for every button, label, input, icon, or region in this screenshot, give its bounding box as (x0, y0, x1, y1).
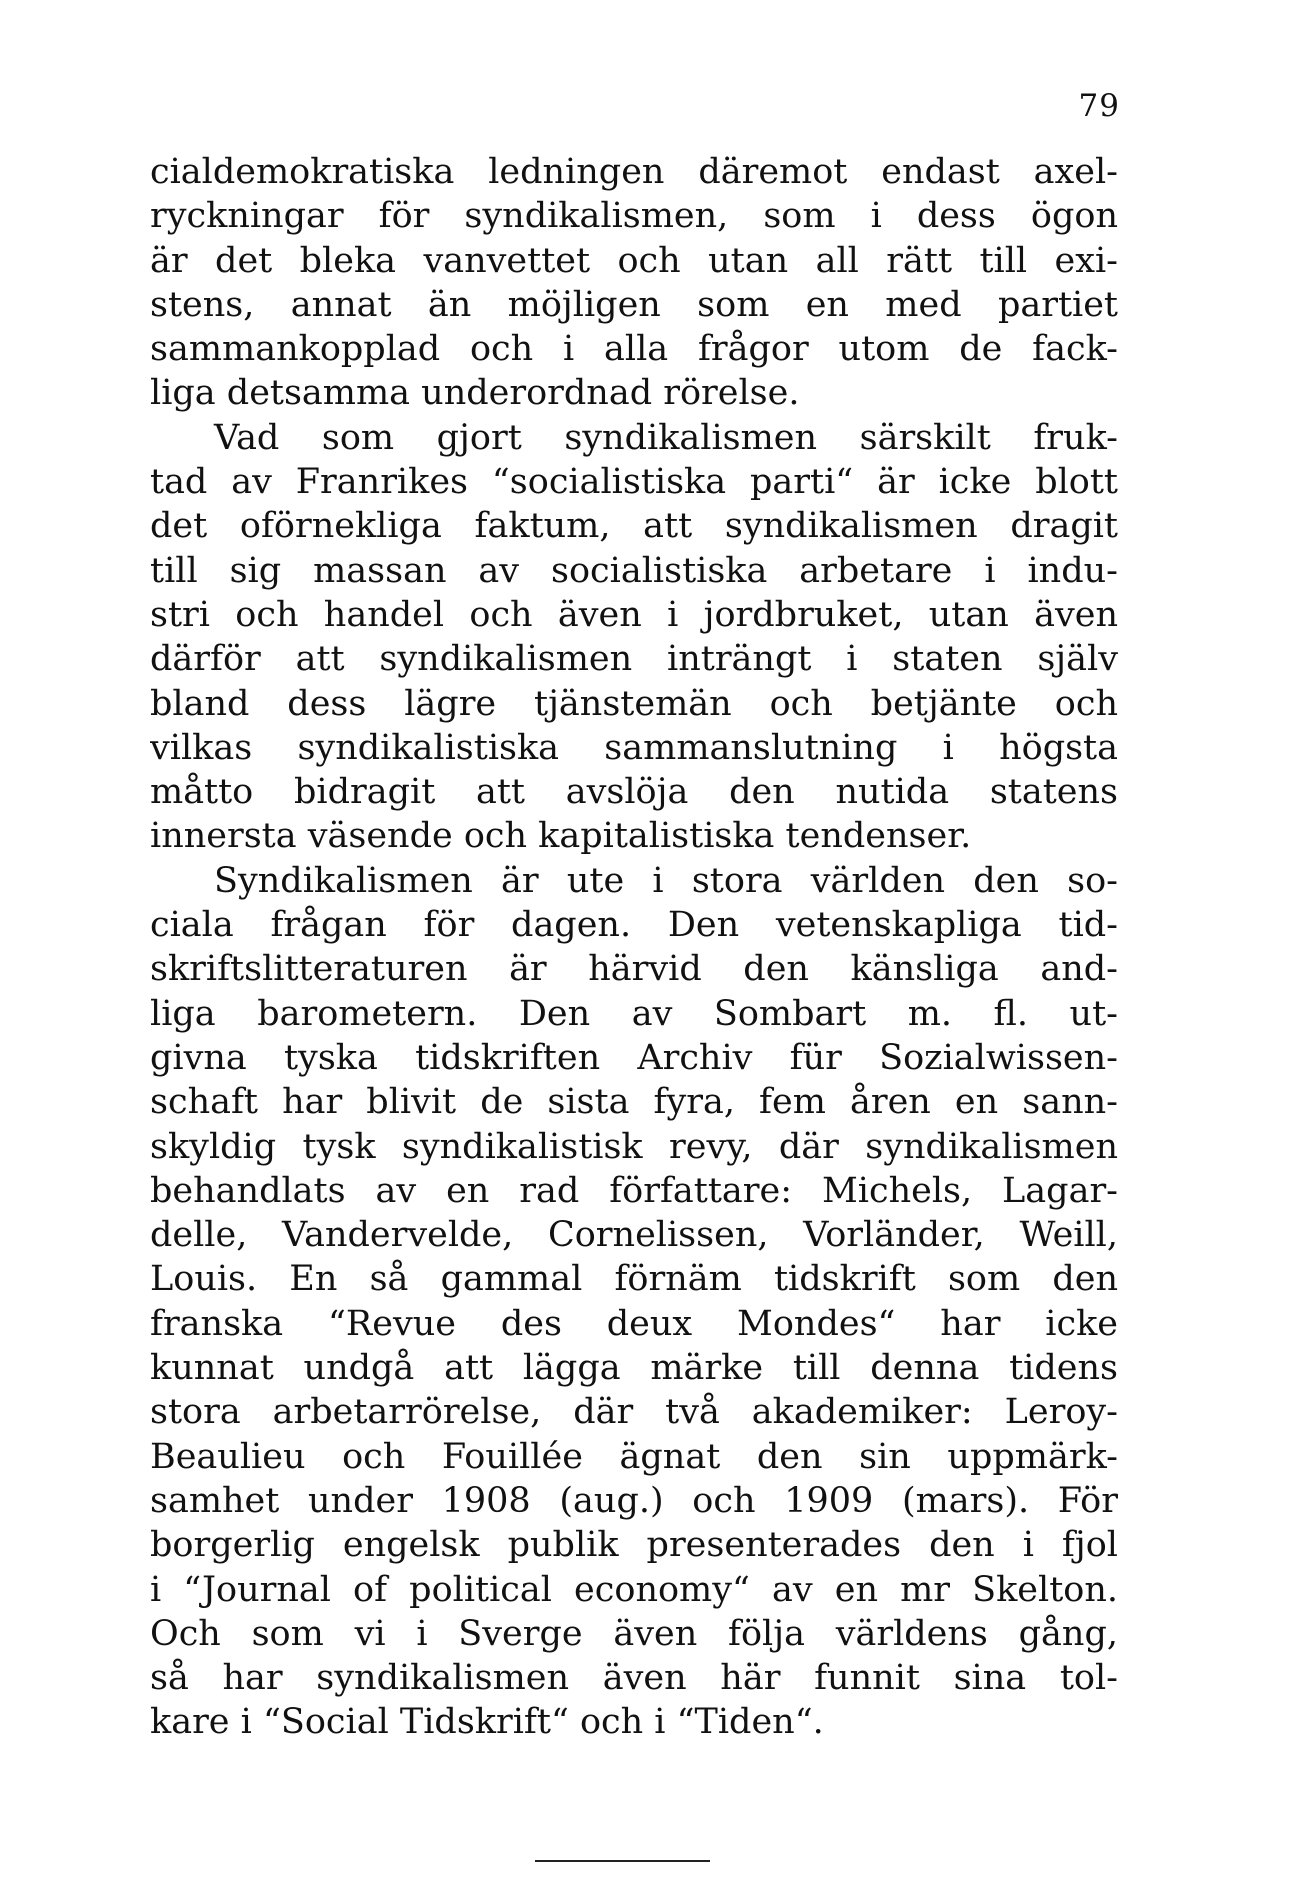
text-line: Beaulieu och Fouillée ägnat den sin uppmärk- (150, 1436, 1118, 1477)
text-line: tad av Franrikes “socialistiska parti“ är icke blott (150, 462, 1118, 503)
text-line: skriftslitteraturen är härvid den känsliga and- (150, 949, 1118, 990)
text-line: stens, annat än möjligen som en med partiet (150, 284, 1118, 325)
text-line: skyldig tysk syndikalistisk revy, där syndikalismen (150, 1126, 1118, 1167)
paragraph-start-line: Syndikalismen är ute i stora världen den so- (214, 860, 1118, 901)
page-number: 79 (1078, 88, 1120, 124)
text-line: cialdemokratiska ledningen däremot endast axel- (150, 152, 1118, 192)
text-line: borgerlig engelsk publik presenterades den i fjol (150, 1525, 1118, 1566)
text-line: stora arbetarrörelse, där två akademiker: Leroy- (150, 1392, 1118, 1433)
text-line: är det bleka vanvettet och utan all rätt till exi- (150, 240, 1118, 281)
text-line: givna tyska tidskriften Archiv für Sozialwissen- (150, 1037, 1118, 1078)
text-line: så har syndikalismen även här funnit sina tol- (150, 1658, 1118, 1699)
text-line: samhet under 1908 (aug.) och 1909 (mars). För (150, 1480, 1118, 1521)
text-line: innersta väsende och kapitalistiska tendenser. (150, 816, 972, 857)
text-line: Louis. En så gammal förnäm tidskrift som den (150, 1259, 1118, 1300)
section-divider (535, 1860, 710, 1862)
text-line: schaft har blivit de sista fyra, fem åren en sann- (150, 1082, 1118, 1123)
text-line: Och som vi i Sverge även följa världens gång, (150, 1613, 1118, 1654)
text-line: liga barometern. Den av Sombart m. fl. ut- (150, 993, 1118, 1034)
body-text (150, 150, 1118, 1745)
text-line: behandlats av en rad författare: Michels, Lagar- (150, 1170, 1118, 1211)
text-line: sammankopplad och i alla frågor utom de fack- (150, 329, 1118, 370)
text-line: kare i “Social Tidskrift“ och i “Tiden“. (150, 1702, 824, 1743)
text-line: ryckningar för syndikalismen, som i dess ögon (150, 196, 1118, 237)
text-line: delle, Vandervelde, Cornelissen, Vorländer, Weill, (150, 1215, 1118, 1256)
text-line: det oförnekliga faktum, att syndikalismen dragit (150, 506, 1118, 547)
text-line: vilkas syndikalistiska sammanslutning i högsta (150, 727, 1118, 768)
paragraph-start-line: Vad som gjort syndikalismen särskilt fruk- (214, 417, 1118, 458)
text-line: stri och handel och även i jordbruket, utan även (150, 594, 1118, 635)
text-line: i “Journal of political economy“ av en mr Skelton. (150, 1569, 1118, 1610)
text-line: franska “Revue des deux Mondes“ har icke (150, 1303, 1118, 1344)
text-line: därför att syndikalismen inträngt i staten själv (150, 639, 1118, 680)
text-line: ciala frågan för dagen. Den vetenskapliga tid- (150, 905, 1118, 946)
text-line: bland dess lägre tjänstemän och betjänte och (150, 683, 1118, 724)
text-line: måtto bidragit att avslöja den nutida statens (150, 772, 1118, 813)
text-line: liga detsamma underordnad rörelse. (150, 373, 800, 414)
text-line: kunnat undgå att lägga märke till denna tidens (150, 1348, 1118, 1389)
text-line: till sig massan av socialistiska arbetare i indu- (150, 550, 1118, 591)
